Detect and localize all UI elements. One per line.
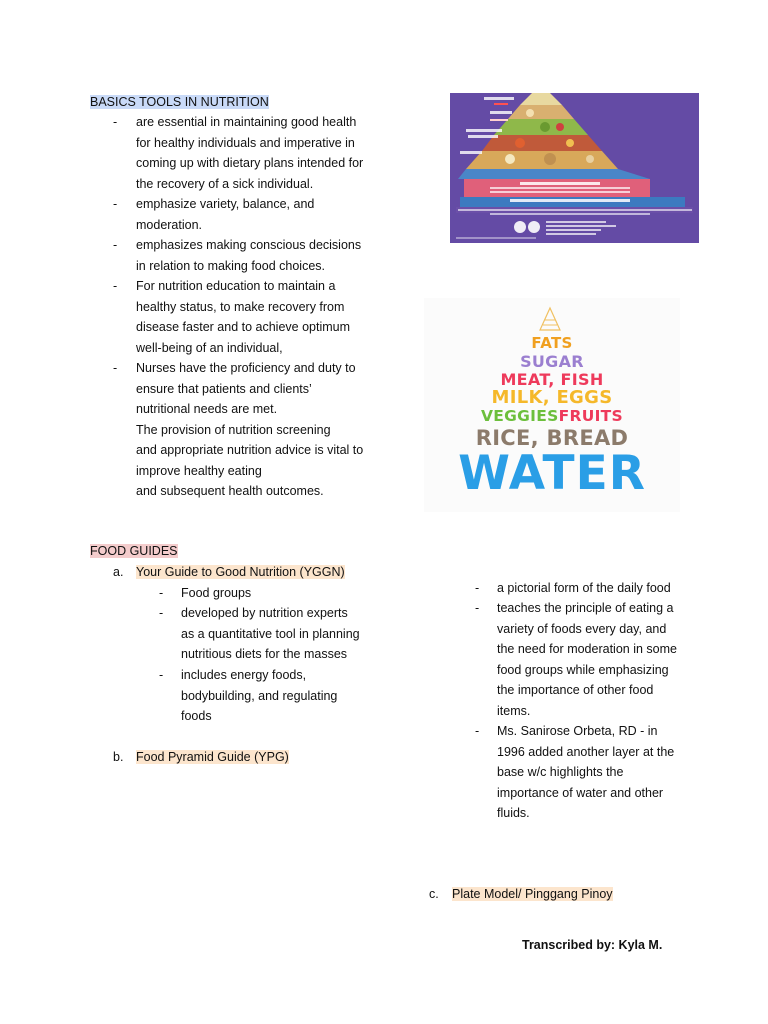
bullet-food-groups: Food groups: [181, 586, 252, 600]
bullet-conscious-decisions: emphasizes making conscious decisions in relation to making food choices.: [136, 238, 362, 273]
ypg-word-pyramid-image: [424, 298, 680, 512]
bullet-dash: -: [159, 606, 164, 620]
pyramid-icon: [536, 306, 564, 332]
bullet-dash: -: [159, 586, 164, 600]
ypg-word-rice-bread: RICE, BREAD: [475, 426, 629, 450]
bullet-dash: -: [113, 115, 118, 129]
bullet-dash: -: [113, 197, 118, 211]
item-yggn: Your Guide to Good Nutrition (YGGN): [136, 565, 345, 579]
ypg-word-fats: FATS: [531, 334, 573, 352]
bullet-nurses: Nurses have the proficiency and duty to ensure that patients and clients’ nutritional needs are met. The provision of nutrition screening and appropriate nutrition advice is vital to improve healthy eating and subsequent health outcomes.: [136, 361, 364, 498]
ypg-word-fruits: FRUITS: [558, 407, 624, 425]
bullet-dash: -: [475, 601, 480, 615]
bullet-pictorial-form: a pictorial form of the daily food: [497, 581, 671, 595]
ypg-word-sugar: SUGAR: [520, 352, 584, 371]
bullet-dash: -: [113, 279, 118, 293]
bullet-dash: -: [113, 238, 118, 252]
bullet-sanirose-orbeta: Ms. Sanirose Orbeta, RD - in 1996 added another layer at the base w/c highlights the importance of water and other fluids.: [497, 724, 675, 820]
bullet-dash: -: [475, 581, 480, 595]
ypg-word-milk-eggs: MILK, EGGS: [491, 387, 613, 408]
section-title-basics-tools: BASICS TOOLS IN NUTRITION: [90, 95, 269, 109]
bullet-essential: are essential in maintaining good health for healthy individuals and imperative in coming up with dietary plans intended for the recovery of a sick individual.: [136, 115, 364, 191]
bullet-developed-by-experts: developed by nutrition experts as a quantitative tool in planning nutritious diets for the masses: [181, 606, 360, 661]
ypg-word-veggies: VEGGIES: [480, 407, 559, 425]
ypg-word-veggies-fruits: [424, 407, 680, 425]
list-marker-c: c.: [429, 887, 439, 901]
item-plate-model: Plate Model/ Pinggang Pinoy: [452, 887, 613, 901]
bullet-nutrition-education: For nutrition education to maintain a healthy status, to make recovery from disease faster and to achieve optimum well-being of an individual,: [136, 279, 351, 355]
item-ypg: Food Pyramid Guide (YPG): [136, 750, 289, 764]
list-marker-a: a.: [113, 565, 124, 579]
ypg-word-water: WATER: [458, 446, 646, 501]
bullet-dash: -: [113, 361, 118, 375]
list-marker-b: b.: [113, 750, 124, 764]
food-pyramid-image: [450, 93, 699, 243]
transcriber-credit: Transcribed by: Kyla M.: [522, 938, 663, 952]
bullet-dash: -: [475, 724, 480, 738]
section-title-food-guides: FOOD GUIDES: [90, 544, 178, 558]
bullet-energy-foods: includes energy foods, bodybuilding, and regulating foods: [181, 668, 338, 723]
bullet-teaches-principle: teaches the principle of eating a variety of foods every day, and the need for moderation in some food groups while emphasizing the importance of other food items.: [497, 601, 677, 718]
ypg-word-meat-fish: MEAT, FISH: [500, 370, 604, 389]
bullet-variety: emphasize variety, balance, and moderation.: [136, 197, 315, 232]
bullet-dash: -: [159, 668, 164, 682]
